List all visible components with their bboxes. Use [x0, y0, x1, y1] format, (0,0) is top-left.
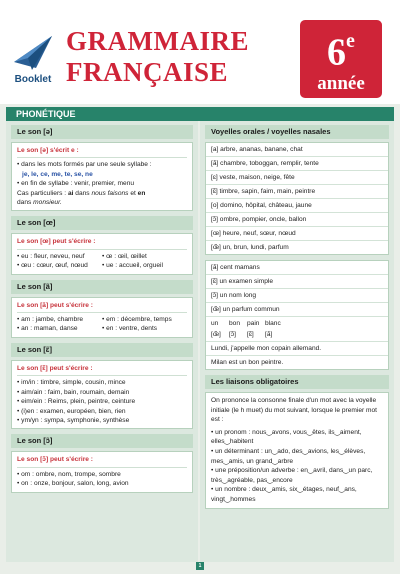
table-row: [œ̃] un parfum commun — [206, 303, 388, 317]
list-item: • aim/ain : faim, bain, roumain, demain — [17, 388, 187, 397]
table-row: [œ] heure, neuf, sœur, nœud — [206, 227, 388, 241]
box-schwa — [11, 142, 193, 211]
list-item: • un déterminant : un‿ado, des‿avions, les‿élèves, mes‿amis, un grand‿arbre — [211, 447, 383, 466]
header — [0, 0, 400, 104]
box-head: Le son [ã] peut s'écrire : — [17, 301, 187, 313]
left-column — [6, 121, 198, 562]
box-head: Le son [ə] s'écrit e : — [17, 146, 187, 158]
list-item: • ym/yn : sympa, symphonie, synthèse — [17, 416, 187, 425]
box-liaisons — [205, 392, 389, 509]
logo-text: Booklet — [14, 74, 52, 85]
table-row: Lundi, j'appelle mon copain allemand. — [206, 342, 388, 356]
table-row: [ã] cent mamans — [206, 261, 388, 275]
list-item: • en : ventre, dents — [102, 324, 187, 333]
paper-plane-icon — [6, 32, 60, 74]
list-item: • am : jambe, chambre — [17, 315, 102, 324]
list-item: • em : décembre, temps — [102, 315, 187, 324]
vowels-table — [205, 142, 389, 255]
grade-badge — [300, 20, 382, 98]
list-item: • an : maman, danse — [17, 324, 102, 333]
table-row: [œ̃] un, brun, lundi, parfum — [211, 244, 289, 251]
list-item: • un pronom : nous‿avons, vous‿êtes, ils‿aiment, elles‿habitent — [211, 428, 383, 447]
section-title-an: Le son [ã] — [11, 280, 193, 294]
table-row: [ɔ̃] un nom long — [206, 289, 388, 303]
list-item: • dans les mots formés par une seule syllabe : — [17, 160, 187, 169]
page-title — [66, 26, 296, 88]
table-row: [a] arbre, ananas, banane, chat — [206, 143, 388, 157]
box-head: Le son [ɛ̃] peut s'écrire : — [17, 364, 187, 376]
grade-label: année — [317, 72, 365, 94]
list-item: • une préposition/un adverbe : en‿avril, dans‿un parc, très‿agréable, pas‿encore — [211, 466, 383, 485]
page-number: 1 — [196, 562, 204, 570]
box-in — [11, 360, 193, 429]
section-title-in: Le son [ɛ̃] — [11, 343, 193, 357]
table-row: Milan est un bon peintre. — [211, 359, 284, 366]
table-row: [ã] chambre, toboggan, remplir, tente — [206, 157, 388, 171]
list-item: • eu : fleur, neveu, neuf — [17, 252, 102, 261]
booklet-logo — [6, 32, 60, 96]
box-on — [11, 451, 193, 492]
list-item: • eim/ein : Reims, plein, peintre, ceinture — [17, 397, 187, 406]
list-item: • om : ombre, nom, trompe, sombre — [17, 470, 187, 479]
box-head: Le son [œ] peut s'écrire : — [17, 237, 187, 249]
table-row-bon-pain: un bon pain blanc [œ̃] [ɔ̃] [ɛ̃] [ã] — [206, 317, 388, 342]
list-item: • un nombre : deux‿amis, six‿étages, neuf‿ans, vingt‿hommes — [211, 485, 383, 504]
right-column — [200, 121, 394, 562]
section-band: PHONÉTIQUE — [6, 107, 394, 121]
section-title-oe: Le son [œ] — [11, 216, 193, 230]
liaison-intro: On prononce la consonne finale d'un mot avec la voyelle initiale (le h muet) du mot suivant, lorsque le premier mot est : — [211, 397, 378, 424]
list-item: • œ : œil, œillet — [102, 252, 187, 261]
section-title-liaisons: Les liaisons obligatoires — [205, 375, 389, 389]
title-line-1: GRAMMAIRE — [66, 26, 249, 56]
grade-number: 6e — [327, 30, 355, 74]
table-row: [ɛ] veste, maison, neige, fête — [206, 171, 388, 185]
note: Cas particuliers : ai dans nous faisons et en dans monsieur. — [17, 189, 146, 207]
table-row: [ɛ̃] timbre, sapin, faim, main, peintre — [206, 185, 388, 199]
list-item: • on : onze, bonjour, salon, long, avion — [17, 479, 187, 488]
section-title-schwa: Le son [ə] — [11, 125, 193, 139]
section-title-on: Le son [ɔ̃] — [11, 434, 193, 448]
table-row: [ɛ̃] un examen simple — [206, 275, 388, 289]
box-oe — [11, 233, 193, 274]
box-head: Le son [ɔ̃] peut s'écrire : — [17, 455, 187, 467]
section-title-vowels: Voyelles orales / voyelles nasales — [205, 125, 389, 139]
list-item-words: je, le, ce, me, te, se, ne — [22, 170, 93, 178]
title-line-2: FRANÇAISE — [66, 57, 229, 87]
nasal-examples-table — [205, 260, 389, 370]
box-an — [11, 297, 193, 338]
list-item: • ue : accueil, orgueil — [102, 261, 187, 270]
list-item: • (i)en : examen, européen, bien, rien — [17, 407, 187, 416]
list-item: • en fin de syllabe : venir, premier, menu — [17, 179, 187, 188]
list-item: • im/in : timbre, simple, cousin, mince — [17, 378, 187, 387]
table-row: [ɔ̃] ombre, pompier, oncle, ballon — [206, 213, 388, 227]
list-item: • œu : cœur, œuf, nœud — [17, 261, 102, 270]
table-row: [o] domino, hôpital, château, jaune — [206, 199, 388, 213]
